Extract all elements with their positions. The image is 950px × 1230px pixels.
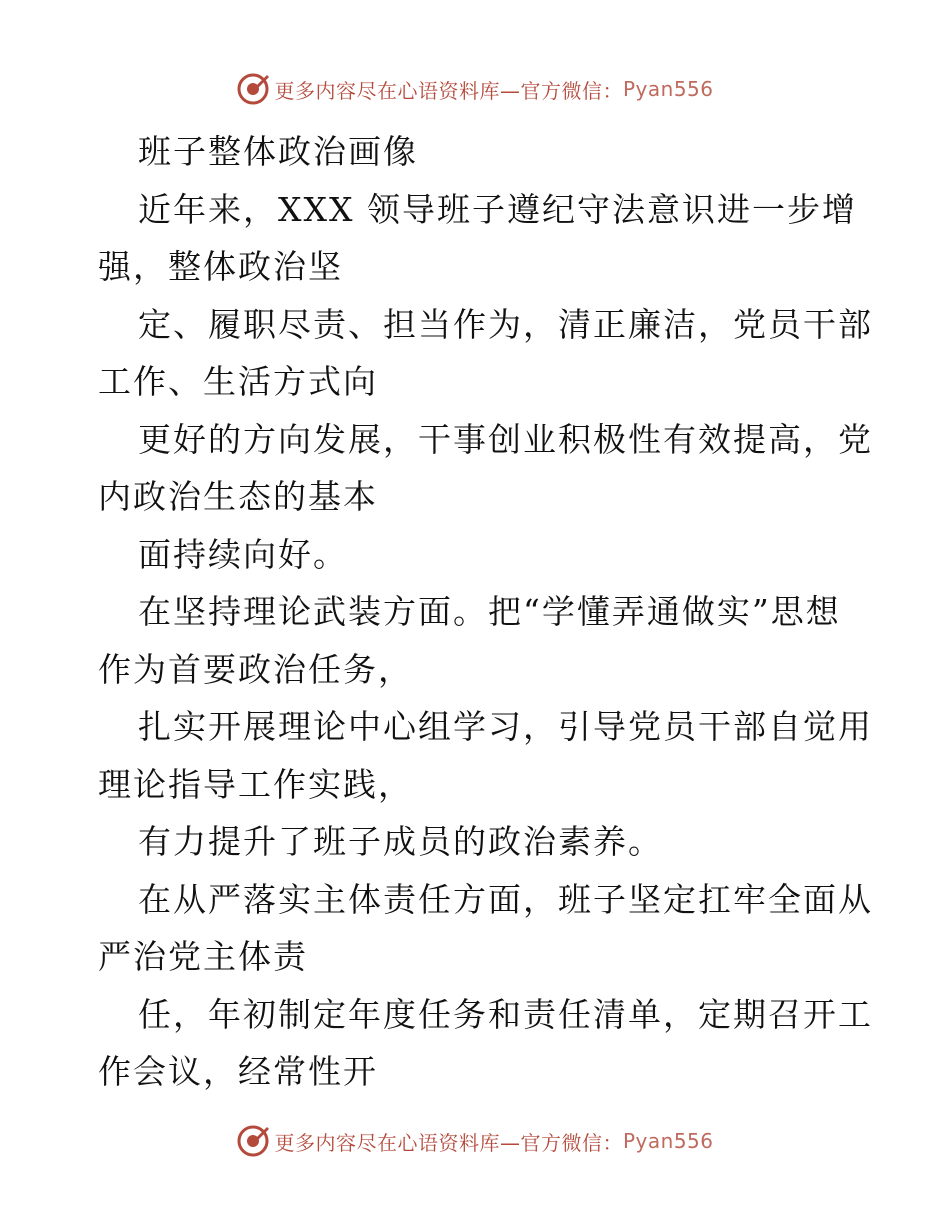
text-line: 作会议，经常性开 — [98, 1052, 378, 1091]
text-line: 扎实开展理论中心组学习，引导党员干部自觉用 — [138, 707, 873, 746]
header-watermark — [0, 72, 950, 106]
document-body — [98, 123, 873, 1101]
text-line: 定、履职尽责、担当作为，清正廉洁，党员干部 — [138, 304, 873, 344]
text-line: 内政治生态的基本 — [98, 477, 378, 516]
text-line: 强，整体政治坚 — [98, 247, 343, 286]
text-line: 在坚持理论武装方面。把“学懂弄通做实”思想 — [138, 592, 841, 631]
watermark-account: Pyan556 — [622, 77, 714, 101]
text-line: 有力提升了班子成员的政治素养。 — [138, 822, 663, 861]
text-line: 工作、生活方式向 — [98, 362, 378, 401]
pen-logo-icon — [236, 72, 270, 106]
text-line: 任，年初制定年度任务和责任清单，定期召开工 — [138, 994, 873, 1034]
document-title: 班子整体政治画像 — [138, 132, 418, 171]
text-line: 在从严落实主体责任方面，班子坚定扛牢全面从 — [138, 879, 873, 919]
watermark-text: 更多内容尽在心语资料库—官方微信： — [274, 78, 623, 103]
pen-logo-icon — [236, 1124, 270, 1158]
text-line: 严治党主体责 — [98, 937, 308, 976]
footer-watermark — [0, 1124, 950, 1158]
text-line: 面持续向好。 — [138, 534, 348, 574]
text-line: 近年来，XXX 领导班子遵纪守法意识进一步增 — [138, 189, 857, 229]
text-line: 更好的方向发展，干事创业积极性有效提高，党 — [138, 419, 873, 459]
text-line: 理论指导工作实践， — [98, 764, 413, 804]
watermark-text: 更多内容尽在心语资料库—官方微信： — [274, 1130, 623, 1155]
watermark-account: Pyan556 — [622, 1129, 714, 1153]
text-line: 作为首要政治任务， — [98, 649, 413, 689]
